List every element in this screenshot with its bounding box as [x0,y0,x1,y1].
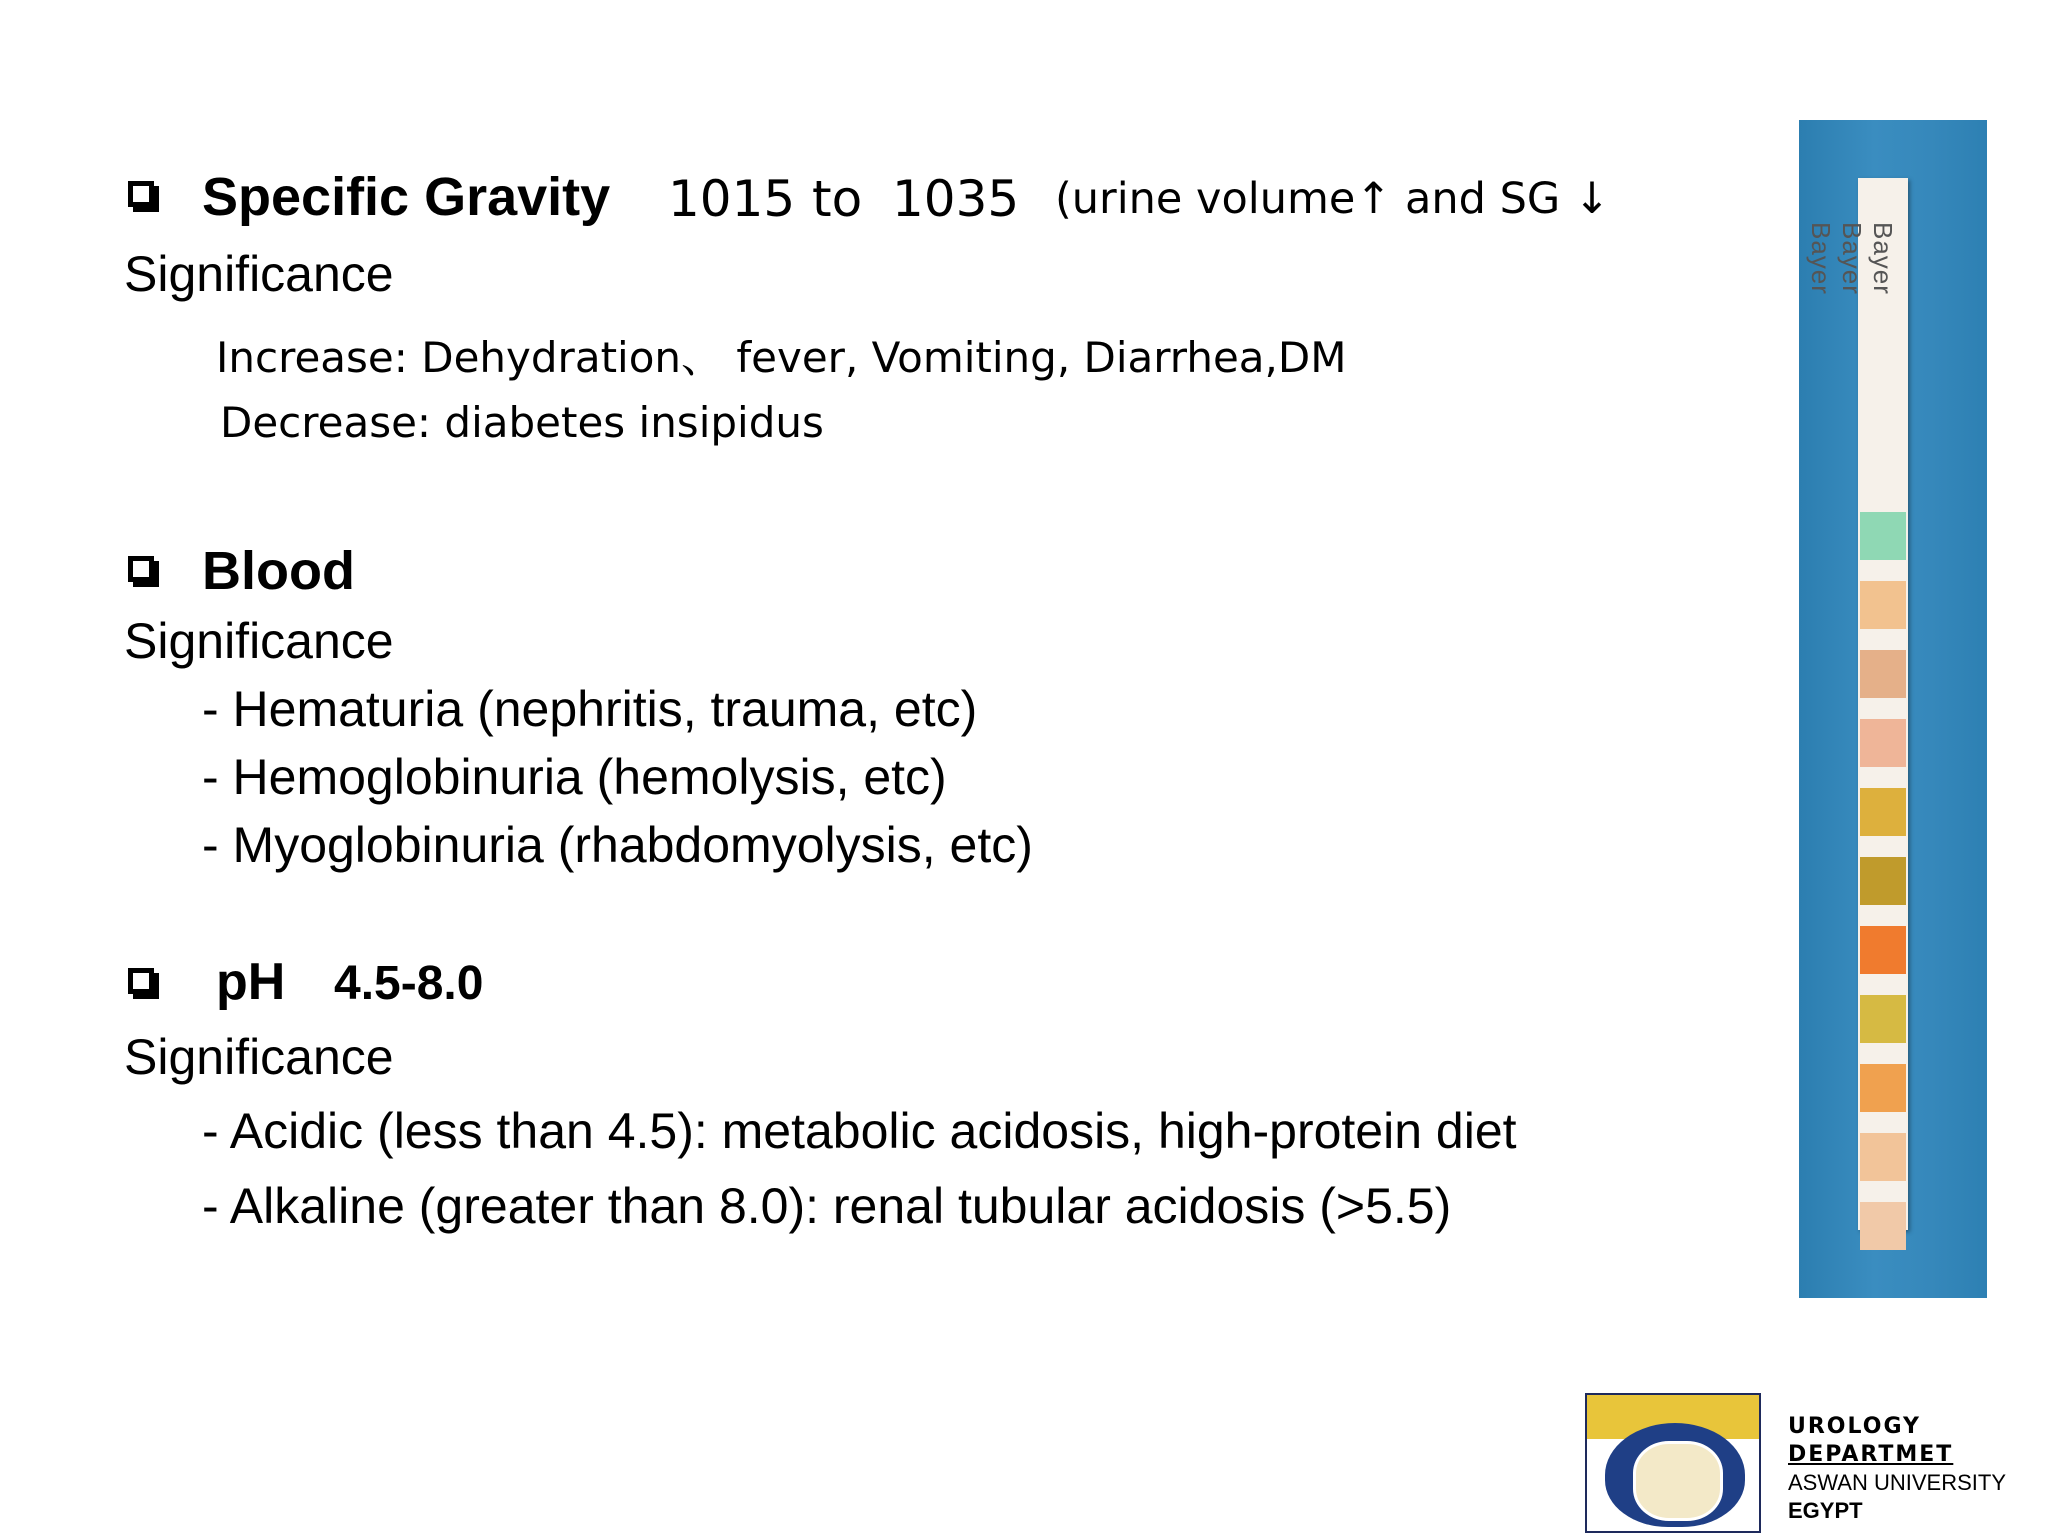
checkbox-bullet-icon [128,968,154,994]
dipstick-pad [1860,1202,1906,1250]
department-label [1788,1413,2006,1525]
dept-line-urology: UROLOGY [1788,1414,1921,1439]
logo-emblem-icon [1633,1441,1723,1521]
dipstick-label: Bayer Bayer Bayer [1806,222,1898,295]
dipstick-pad [1860,788,1906,836]
dipstick-pad [1860,650,1906,698]
sg-significance-label: Significance [124,246,394,302]
dipstick-pad [1860,581,1906,629]
sg-range-to: to [812,170,863,228]
sg-decrease-text: Decrease: diabetes insipidus [220,398,824,447]
dipstick-pad [1860,857,1906,905]
checkbox-bullet-icon [128,556,154,582]
dept-line-departmet: DEPARTMET [1788,1442,1954,1467]
specific-gravity-heading: Specific Gravity [202,167,611,227]
ph-significance-label: Significance [124,1029,394,1085]
ph-item-acidic: - Acidic (less than 4.5): metabolic acidosis, high-protein diet [202,1103,1517,1159]
dipstick-pad [1860,512,1906,560]
dept-line-university: ASWAN UNIVERSITY [1788,1470,2006,1495]
blood-item-hemoglobinuria: - Hemoglobinuria (hemolysis, etc) [202,749,947,805]
ph-item-alkaline: - Alkaline (greater than 8.0): renal tubular acidosis (>5.5) [202,1178,1452,1234]
blood-item-myoglobinuria: - Myoglobinuria (rhabdomyolysis, etc) [202,817,1033,873]
blood-significance-label: Significance [124,613,394,669]
checkbox-bullet-icon [128,181,154,207]
sg-range-low: 1015 [668,170,796,228]
dipstick-pad [1860,926,1906,974]
ph-heading: pH [216,953,286,1011]
dipstick-pad [1860,1064,1906,1112]
blood-item-hematuria: - Hematuria (nephritis, trauma, etc) [202,681,978,737]
dipstick-pad [1860,1133,1906,1181]
sg-range-high: 1035 [892,170,1020,228]
dept-line-country: EGYPT [1788,1498,1863,1523]
blood-heading: Blood [202,541,355,601]
dipstick-pad [1860,995,1906,1043]
sg-note: (urine volume↑ and SG ↓ [1055,174,1610,224]
dipstick-pad [1860,719,1906,767]
sg-increase-text: Increase: Dehydration、 fever, Vomiting, Diarrhea,DM [216,333,1347,382]
ph-range: 4.5-8.0 [334,957,484,1010]
aswan-university-logo [1585,1393,1761,1533]
